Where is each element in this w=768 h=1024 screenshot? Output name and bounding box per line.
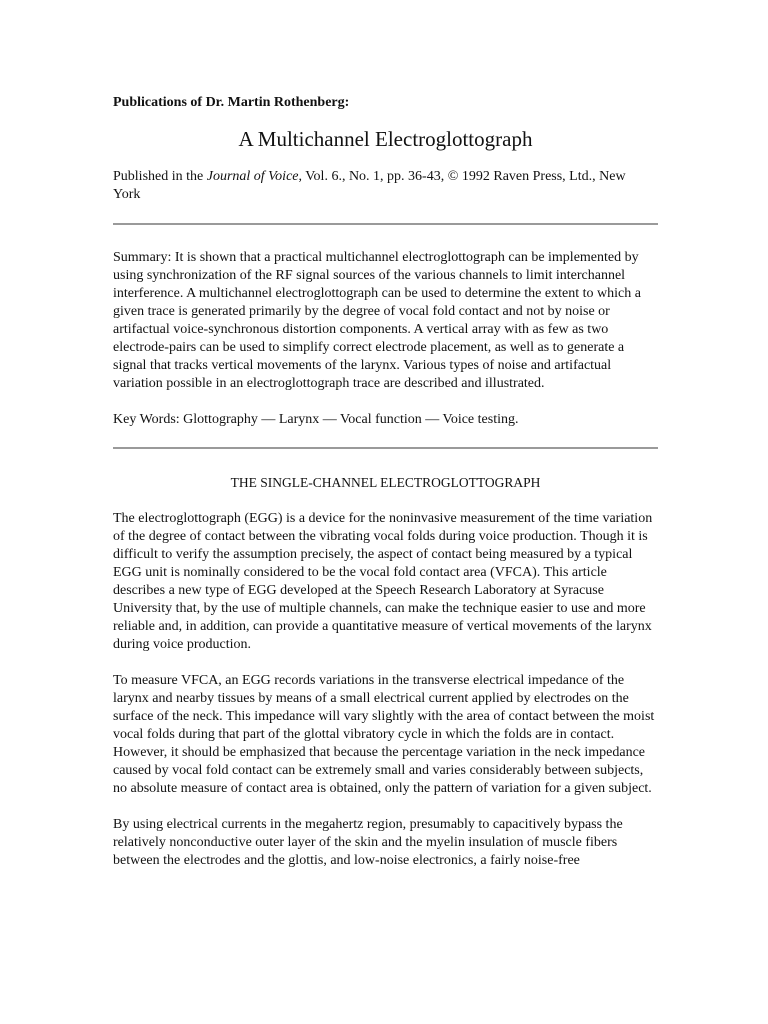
horizontal-rule-top xyxy=(113,223,658,225)
body-paragraph: To measure VFCA, an EGG records variations in the transverse electrical impedance of the larynx and nearby tissues by means of a small electrical current applied by electrodes on the surface of the neck. This impedance will vary slightly with the area of contact between the moist vocal folds during that part of the glottal vibratory cycle in which the folds are in contact. However, it should be emphasized that because the percentage variation in the neck impedance caused by vocal fold contact can be extremely small and varies considerably between subjects, no absolute measure of contact area is obtained, only the pattern of variation for a given subject. xyxy=(113,673,655,796)
section-heading: THE SINGLE-CHANNEL ELECTROGLOTTOGRAPH xyxy=(230,475,541,490)
document-page xyxy=(113,94,658,870)
citation-details: , Vol. 6., No. 1, pp. 36-43, © 1992 Raven Press, Ltd., New York xyxy=(113,169,626,202)
journal-name: Journal of Voice xyxy=(206,169,299,184)
article-title: A Multichannel Electroglottograph xyxy=(238,127,533,151)
publication-series-heading: Publications of Dr. Martin Rothenberg: xyxy=(113,95,350,110)
body-paragraph: By using electrical currents in the megahertz region, presumably to capacitively bypass the relatively nonconductive outer layer of the skin and the myelin insulation of muscle fibers between the electrodes and the glottis, and low-noise electronics, a fairly noise-free xyxy=(113,817,623,868)
citation xyxy=(113,168,658,204)
body-paragraph: The electroglottograph (EGG) is a device for the noninvasive measurement of the time variation of the degree of contact between the vibrating vocal folds during voice production. Though it is difficult to verify the assumption precisely, the aspect of contact being measured by a typical EGG unit is nominally considered to be the vocal fold contact area (VFCA). This article describes a new type of EGG developed at the Speech Research Laboratory at Syracuse University that, by the use of multiple channels, can make the technique easier to use and more reliable and, in addition, can provide a quantitative measure of vertical movements of the larynx during voice production. xyxy=(113,511,653,652)
keywords-line: Key Words: Glottography — Larynx — Vocal function — Voice testing. xyxy=(113,412,519,427)
summary-paragraph: Summary: It is shown that a practical multichannel electroglottograph can be implemented by using synchronization of the RF signal sources of the various channels to limit interchannel interference. A multichannel electroglottograph can be used to determine the extent to which a given trace is generated primarily by the degree of vocal fold contact and not by noise or artifactual voice-synchronous distortion components. A vertical array with as few as two electrode-pairs can be used to simplify correct electrode placement, as well as to generate a signal that tracks vertical movements of the larynx. Various types of noise and artifactual variation possible in an electroglottograph trace are described and illustrated. xyxy=(113,250,641,391)
citation-prefix: Published in the xyxy=(113,169,207,184)
horizontal-rule-bottom xyxy=(113,447,658,449)
